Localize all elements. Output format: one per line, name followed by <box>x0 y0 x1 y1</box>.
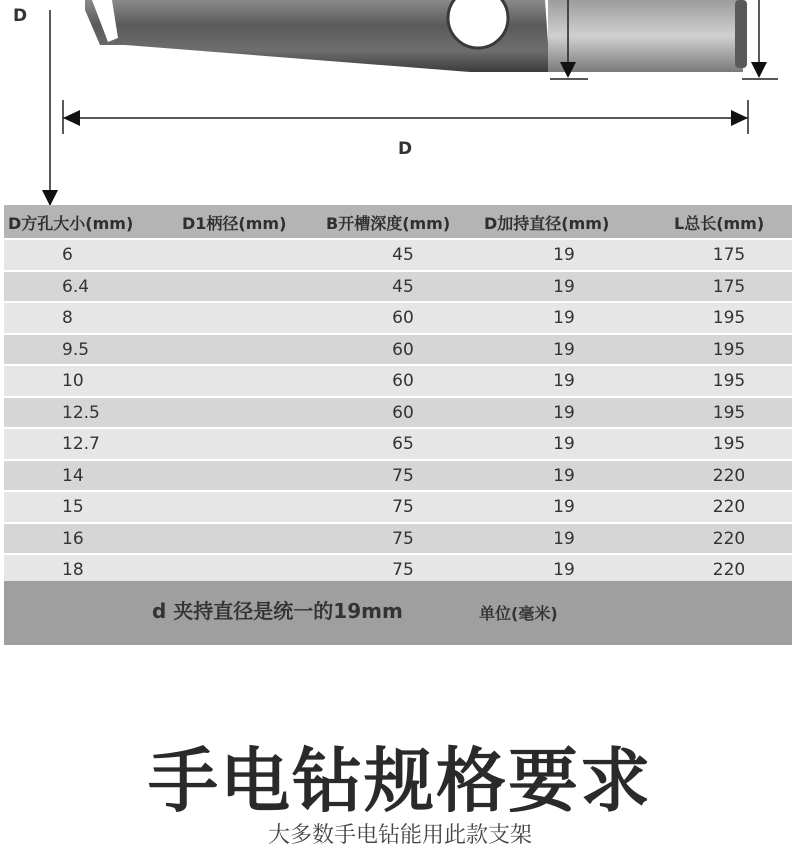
table-cell: 19 <box>553 465 575 486</box>
table-row <box>4 238 792 270</box>
table-cell: 220 <box>712 560 746 580</box>
table-header <box>4 205 792 238</box>
section-title: 手电钻规格要求 <box>148 740 652 822</box>
tool-diagram <box>0 0 800 205</box>
table-cell: 14 <box>62 465 84 486</box>
table-cell: 175 <box>712 276 746 297</box>
header-total-length: L总长(mm) <box>674 214 765 233</box>
arrow-right-icon <box>731 110 748 126</box>
table-cell: 19 <box>553 276 575 297</box>
unit-note: 单位(毫米) <box>479 604 558 623</box>
table-cell: 6.4 <box>62 276 90 297</box>
clamp-diameter-note: d 夹持直径是统一的19mm <box>152 599 403 623</box>
table-row <box>4 333 792 365</box>
table-row <box>4 490 792 522</box>
table-cell: 12.7 <box>62 434 100 454</box>
table-cell: 60 <box>392 402 414 423</box>
table-cell: 12.5 <box>62 402 100 423</box>
table-cell: 19 <box>553 497 575 517</box>
header-clamp-diameter: D加持直径(mm) <box>484 214 610 233</box>
table-cell: 65 <box>392 434 414 454</box>
header-slot-depth: B开槽深度(mm) <box>326 214 451 233</box>
table-cell: 195 <box>712 339 746 360</box>
table-cell: 19 <box>553 402 575 423</box>
table-cell: 16 <box>62 528 84 549</box>
table-footer <box>4 581 792 645</box>
table-cell: 19 <box>553 371 575 391</box>
table-cell: 195 <box>712 434 746 454</box>
table-row <box>4 459 792 491</box>
table-row <box>4 396 792 428</box>
table-cell: 175 <box>712 245 746 265</box>
table-cell: 45 <box>392 245 414 265</box>
table-row <box>4 427 792 459</box>
table-cell: 75 <box>392 560 414 580</box>
table-cell: 9.5 <box>62 339 90 360</box>
table-cell: 195 <box>712 371 746 391</box>
table-cell: 6 <box>62 245 73 265</box>
table-cell: 15 <box>62 497 84 517</box>
table-cell: 220 <box>712 528 746 549</box>
header-shank-diameter: D1柄径(mm) <box>182 214 287 233</box>
table-cell: 19 <box>553 560 575 580</box>
header-square-hole-size: D方孔大小(mm) <box>8 214 134 233</box>
table-cell: 220 <box>712 497 746 517</box>
table-cell: 45 <box>392 276 414 297</box>
table-row <box>4 270 792 302</box>
table-cell: 75 <box>392 528 414 549</box>
table-cell: 8 <box>62 308 73 328</box>
table-cell: 19 <box>553 339 575 360</box>
table-row <box>4 301 792 333</box>
dimension-label-length: D <box>398 139 413 159</box>
table-cell: 19 <box>553 245 575 265</box>
table-row <box>4 553 792 585</box>
table-cell: 60 <box>392 371 414 391</box>
table-cell: 60 <box>392 339 414 360</box>
table-cell: 195 <box>712 402 746 423</box>
table-cell: 195 <box>712 308 746 328</box>
chisel-bit-drawing <box>0 0 800 205</box>
table-cell: 19 <box>553 528 575 549</box>
spec-table <box>4 205 792 585</box>
table-row <box>4 364 792 396</box>
table-cell: 75 <box>392 497 414 517</box>
table-cell: 75 <box>392 465 414 486</box>
chisel-shank <box>548 0 743 72</box>
table-row <box>4 522 792 554</box>
table-cell: 18 <box>62 560 84 580</box>
table-cell: 19 <box>553 308 575 328</box>
dimension-label-top: D <box>13 6 28 26</box>
table-cell: 10 <box>62 371 84 391</box>
table-cell: 19 <box>553 434 575 454</box>
arrow-down-icon <box>42 190 58 205</box>
arrow-left-icon <box>63 110 80 126</box>
chisel-hole <box>448 0 508 48</box>
section-subtitle: 大多数手电钻能用此款支架 <box>267 823 532 848</box>
arrow-down-icon <box>751 62 767 78</box>
table-cell: 60 <box>392 308 414 328</box>
table-cell: 220 <box>712 465 746 486</box>
shank-end <box>735 0 747 68</box>
